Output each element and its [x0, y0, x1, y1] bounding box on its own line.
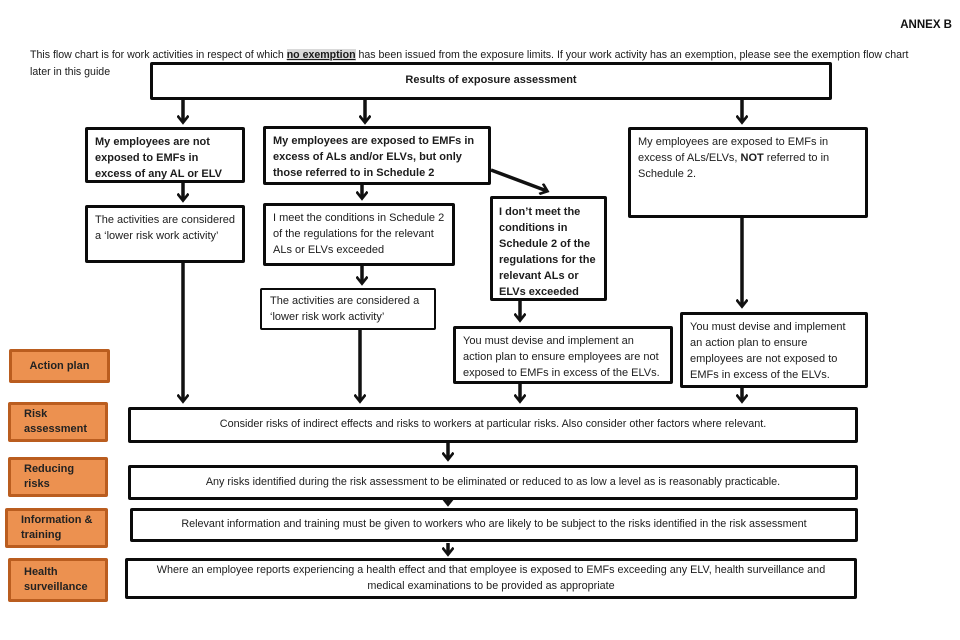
action-plan-right-box: You must devise and implement an action plan to ensure employees are not exposed to EMFs in excess of the ELVs.	[680, 312, 868, 388]
dont-meet-conditions-box: I don’t meet the conditions in Schedule 2 of the regulations for the relevant ALs or ELVs exceeded	[490, 196, 607, 301]
exposed-not-schedule2-part2: referred to in Schedule 2.	[638, 151, 830, 180]
intro-emphasis: no exemption	[286, 48, 356, 61]
stage-label-risk-assessment: Risk assessment	[8, 402, 108, 442]
information-training-band: Relevant information and training must be given to workers who are likely to be subject to the risks identified in the risk assessment	[130, 508, 858, 542]
stage-label-health-surveillance: Health surveillance	[8, 558, 108, 602]
not-exposed-box: My employees are not exposed to EMFs in excess of any AL or ELV	[85, 127, 245, 183]
meet-conditions-box: I meet the conditions in Schedule 2 of the regulations for the relevant ALs or ELVs exceeded	[263, 203, 455, 266]
exposed-not-schedule2-box	[628, 127, 868, 218]
stage-label-action-plan: Action plan	[9, 349, 110, 383]
exposed-schedule2-box: My employees are exposed to EMFs in excess of ALs and/or ELVs, but only those referred to in Schedule 2	[263, 126, 491, 185]
annex-label: ANNEX B	[900, 19, 952, 31]
lower-risk-mid-box: The activities are considered a ‘lower risk work activity’	[260, 288, 436, 330]
action-plan-mid-box: You must devise and implement an action plan to ensure employees are not exposed to EMFs in excess of the ELVs.	[453, 326, 673, 384]
stage-label-information-training: Information & training	[5, 508, 108, 548]
exposed-not-schedule2-part1: My employees are exposed to EMFs in excess of ALs/ELVs,	[638, 136, 829, 164]
exposed-not-schedule2-emphasis: NOT	[740, 151, 764, 164]
intro-line2: later in this guide	[30, 66, 111, 79]
intro-part2: has been issued from the exposure limits. If your work activity has an exemption, please see the exemption flow chart	[355, 48, 909, 61]
intro-part1: This flow chart is for work activities in respect of which	[30, 48, 287, 61]
reducing-risks-band: Any risks identified during the risk assessment to be eliminated or reduced to as low a level as is reasonably practicable.	[128, 465, 858, 500]
results-box: Results of exposure assessment	[150, 62, 832, 100]
risk-assessment-band: Consider risks of indirect effects and risks to workers at particular risks. Also consider other factors where relevant.	[128, 407, 858, 443]
lower-risk-left-box: The activities are considered a ‘lower risk work activity’	[85, 205, 245, 263]
health-surveillance-band: Where an employee reports experiencing a health effect and that employee is exposed to EMFs exceeding any ELV, health surveillance and medical examinations to be provided as appropriate	[125, 558, 857, 599]
stage-label-reducing-risks: Reducing risks	[8, 457, 108, 497]
